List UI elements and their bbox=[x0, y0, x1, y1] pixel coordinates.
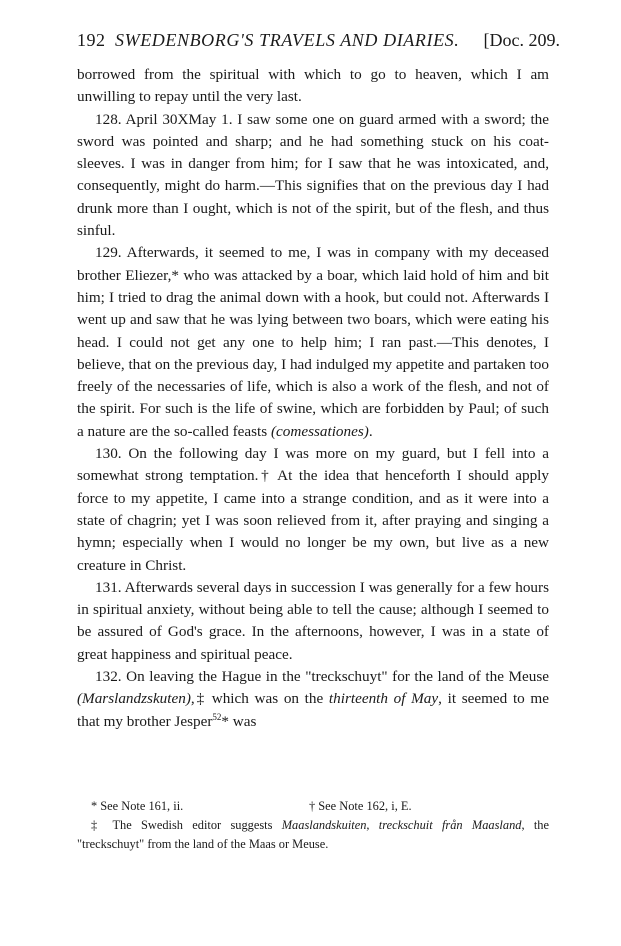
footnote-double-dagger-text-a: ‡ The Swedish editor suggests bbox=[91, 818, 282, 832]
paragraph-129-text: 129. Afterwards, it seemed to me, I was in company with my deceased brother Eliezer,* who was attacked by a boar, which laid hold of him and bit him; I tried to drag the animal down with a hook, but could not. Afterwards I went up and saw that he was lying between two boars, which were eating his head. I could not get any one to help him; I ran past.—This denotes, I believe, that on the previous day, I had indulged my appetite and partaken too freely of the necessaries of life, which is also a work of the flesh, and not of the spirit. For such is the life of swine, which are forbidden by Paul; of such a nature are the so-called feasts bbox=[77, 244, 549, 440]
page-number: 192 bbox=[77, 30, 106, 50]
paragraph-132 bbox=[77, 666, 549, 733]
paragraph-129-italic-term: (comessationes) bbox=[270, 422, 369, 440]
footnote-dagger: † See Note 162, i, E. bbox=[309, 799, 412, 813]
footnote-double-dagger-text-b: , the "treckschuyt" from the land of the Maas or Meuse. bbox=[77, 818, 549, 851]
note-reference-52: 52 bbox=[212, 711, 222, 722]
paragraph-128: 128. April 30XMay 1. I saw some one on guard armed with a sword; the sword was pointed and sharp; and he had something stuck on his coat-sleeves. I was in danger from him; for I saw that he was intoxicated, and, consequently, might do harm.—This signifies that on the previous day I had drunk more than I ought, which is not of the spirit, but of the flesh, and thus sinful. bbox=[77, 110, 549, 240]
document-reference: [Doc. 209. bbox=[483, 30, 560, 50]
paragraph-130: 130. On the following day I was more on my guard, but I fell into a somewhat strong temptation.† At the idea that henceforth I should apply force to my appetite, I came into a strange condition, and as it were into a state of chagrin; yet I was soon relieved from it, after praying and singing a hymn; especially when I would no longer be my own, but live as a new creature in Christ. bbox=[77, 445, 549, 574]
paragraph-129 bbox=[77, 242, 549, 443]
running-head bbox=[77, 28, 560, 52]
body-text bbox=[77, 64, 549, 733]
paragraph-132-text-d: * was bbox=[221, 712, 257, 730]
footnote-row bbox=[77, 797, 549, 816]
paragraph-132-text-b: ,‡ which was on the bbox=[190, 690, 329, 708]
paragraph-132-text-a: 132. On leaving the Hague in the "treckschuyt" for the land of the Meuse bbox=[95, 668, 549, 686]
paragraph-132-italic-place: (Marslandzskuten) bbox=[77, 690, 191, 708]
footnote-double-dagger bbox=[77, 816, 549, 854]
footnote-double-dagger-italic: Maaslandskuiten, treckschuit från Maasland bbox=[281, 818, 522, 832]
paragraph-132-italic-date: thirteenth of May bbox=[328, 690, 439, 708]
footnote-asterisk: * See Note 161, ii. bbox=[91, 799, 184, 813]
footnotes bbox=[77, 797, 549, 854]
paragraph-129-end: . bbox=[368, 422, 373, 440]
running-title: SWEDENBORG'S TRAVELS AND DIARIES. bbox=[115, 30, 460, 50]
paragraph-continued: borrowed from the spiritual with which to go to heaven, which I am unwilling to repay until the very last. bbox=[77, 66, 549, 106]
paragraph-131: 131. Afterwards several days in succession I was generally for a few hours in spiritual anxiety, without being able to tell the cause; although I seemed to be assured of God's grace. In the afternoons, however, I was in a state of great happiness and spiritual peace. bbox=[77, 578, 549, 663]
paragraph-132-text-c: , it seemed to me that my brother Jesper bbox=[77, 690, 549, 730]
